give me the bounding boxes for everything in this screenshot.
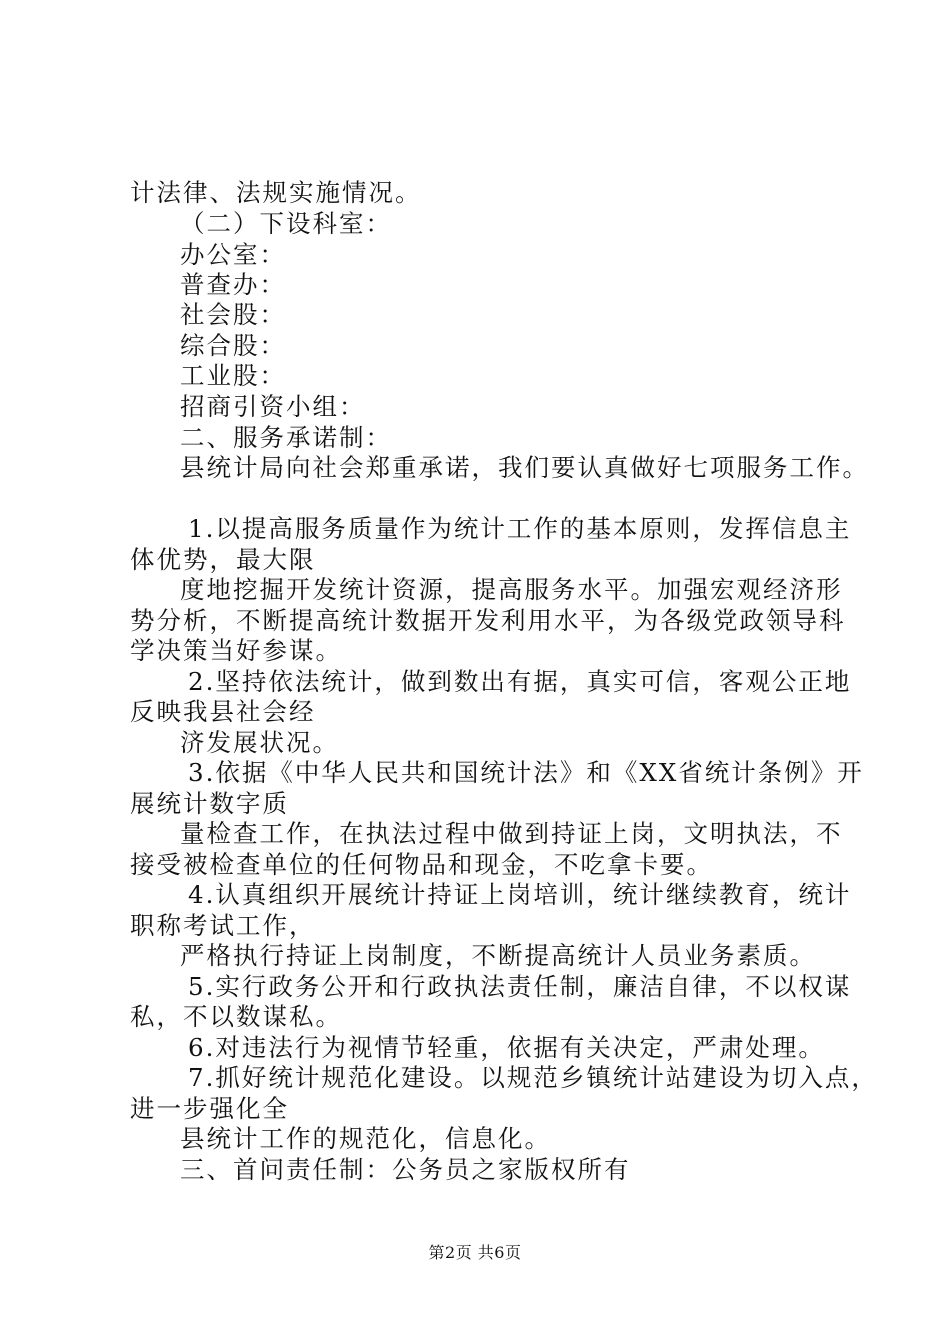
- text-line: 展统计数字质: [130, 789, 289, 818]
- text-line: 势分析，不断提高统计数据开发利用水平，为各级党政领导科: [130, 606, 846, 635]
- text-line: 4.认真组织开展统计持证上岗培训，统计继续教育，统计: [188, 880, 852, 909]
- office-item: 综合股：: [180, 331, 286, 360]
- office-item: 社会股：: [180, 300, 286, 329]
- text-line: 县统计工作的规范化，信息化。: [180, 1124, 551, 1153]
- office-item: 招商引资小组：: [180, 392, 366, 421]
- text-line: 学决策当好参谋。: [130, 636, 342, 665]
- text-line: 接受被检查单位的任何物品和现金，不吃拿卡要。: [130, 850, 713, 879]
- text-line: 2.坚持依法统计，做到数出有据，真实可信，客观公正地: [188, 667, 852, 696]
- text-line: 济发展状况。: [180, 728, 339, 757]
- text-line: 体优势，最大限: [130, 545, 316, 574]
- text-line: 职称考试工作，: [130, 911, 316, 940]
- text-line: 7.抓好统计规范化建设。以规范乡镇统计站建设为切入点，: [188, 1063, 878, 1092]
- text-line: 量检查工作，在执法过程中做到持证上岗，文明执法，不: [180, 819, 843, 848]
- text-line: 县统计局向社会郑重承诺，我们要认真做好七项服务工作。: [180, 453, 869, 482]
- text-line: 5.实行政务公开和行政执法责任制，廉洁自律，不以权谋: [188, 972, 852, 1001]
- text-line: 私，不以数谋私。: [130, 1002, 342, 1031]
- text-line: 6.对违法行为视情节轻重，依据有关决定，严肃处理。: [188, 1033, 825, 1062]
- page-number-footer: 第2页 共6页: [428, 1243, 522, 1262]
- office-item: 工业股：: [180, 361, 286, 390]
- text-line: 度地挖掘开发统计资源，提高服务水平。加强宏观经济形: [180, 575, 843, 604]
- text-line: 计法律、法规实施情况。: [130, 178, 422, 207]
- text-line: 1.以提高服务质量作为统计工作的基本原则，发挥信息主: [188, 514, 852, 543]
- office-item: 办公室：: [180, 240, 286, 269]
- text-line: 反映我县社会经: [130, 697, 316, 726]
- section-heading: 二、服务承诺制：: [180, 423, 392, 452]
- section-heading: 三、首问责任制：公务员之家版权所有: [180, 1155, 631, 1184]
- office-item: 普查办：: [180, 270, 286, 299]
- section-heading: （二）下设科室：: [180, 209, 392, 238]
- text-line: 严格执行持证上岗制度，不断提高统计人员业务素质。: [180, 941, 816, 970]
- text-line: 3.依据《中华人民共和国统计法》和《XX省统计条例》开: [188, 758, 864, 787]
- text-line: 进一步强化全: [130, 1094, 289, 1123]
